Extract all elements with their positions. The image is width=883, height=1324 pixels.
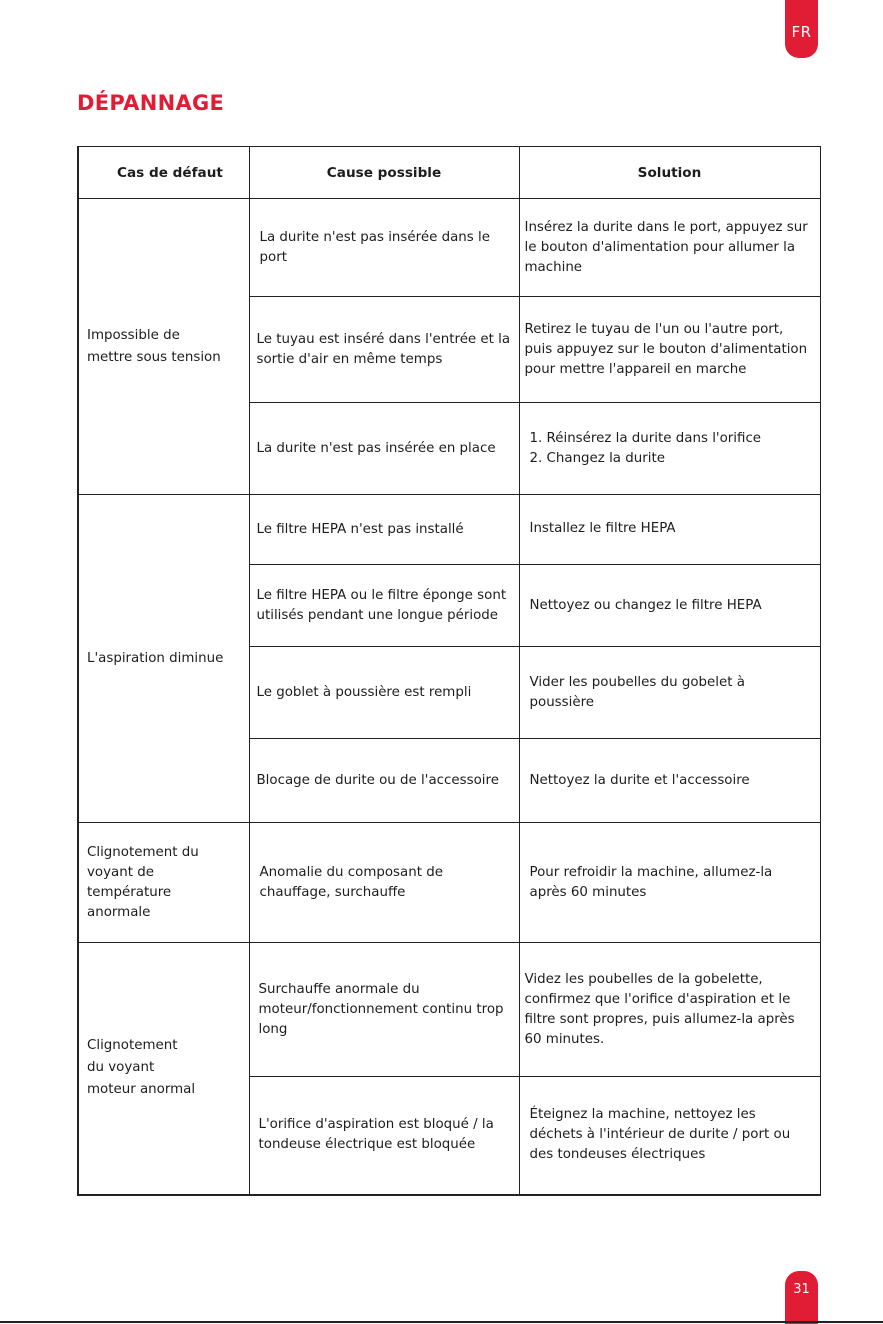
- cause-cell: Surchauffe anormale du moteur/fonctionnement continu trop long: [249, 943, 519, 1077]
- solution-cell: Éteignez la machine, nettoyez les déchets à l'intérieur de durite / port ou des tondeuses électriques: [519, 1077, 820, 1195]
- fault-cell: Clignotement du voyant de température anormale: [78, 823, 249, 943]
- fault-cell: L'aspiration diminue: [78, 495, 249, 823]
- cause-cell: Le goblet à poussière est rempli: [249, 647, 519, 739]
- solution-cell: Insérez la durite dans le port, appuyez sur le bouton d'alimentation pour allumer la machine: [519, 199, 820, 297]
- cause-cell: La durite n'est pas insérée en place: [249, 403, 519, 495]
- cause-cell: Le tuyau est inséré dans l'entrée et la sortie d'air en même temps: [249, 297, 519, 403]
- header-cause: Cause possible: [249, 147, 519, 199]
- table-row: [78, 495, 820, 565]
- cause-cell: Blocage de durite ou de l'accessoire: [249, 739, 519, 823]
- solution-cell: Pour refroidir la machine, allumez-la après 60 minutes: [519, 823, 820, 943]
- header-fault: Cas de défaut: [78, 147, 249, 199]
- page-title: DÉPANNAGE: [77, 91, 225, 115]
- solution-cell: 1. Réinsérez la durite dans l'orifice 2. Changez la durite: [519, 403, 820, 495]
- troubleshooting-table: [77, 146, 821, 1196]
- language-tab: FR: [785, 0, 818, 58]
- cause-cell: Le filtre HEPA ou le filtre éponge sont utilisés pendant une longue période: [249, 565, 519, 647]
- table-row: [78, 943, 820, 1077]
- cause-cell: Le filtre HEPA n'est pas installé: [249, 495, 519, 565]
- fault-cell: Impossible de mettre sous tension: [78, 199, 249, 495]
- solution-cell: Nettoyez la durite et l'accessoire: [519, 739, 820, 823]
- table-header-row: [78, 147, 820, 199]
- cause-cell: La durite n'est pas insérée dans le port: [249, 199, 519, 297]
- table-row: [78, 199, 820, 297]
- fault-cell: Clignotement du voyant moteur anormal: [78, 943, 249, 1195]
- cause-cell: Anomalie du composant de chauffage, surchauffe: [249, 823, 519, 943]
- solution-cell: Installez le filtre HEPA: [519, 495, 820, 565]
- solution-cell: Retirez le tuyau de l'un ou l'autre port, puis appuyez sur le bouton d'alimentation pour mettre l'appareil en marche: [519, 297, 820, 403]
- solution-cell: Videz les poubelles de la gobelette, confirmez que l'orifice d'aspiration et le filtre sont propres, puis allumez-la après 60 minutes.: [519, 943, 820, 1077]
- cause-cell: L'orifice d'aspiration est bloqué / la tondeuse électrique est bloquée: [249, 1077, 519, 1195]
- page-number: 31: [785, 1271, 818, 1324]
- bottom-rule: [0, 1321, 883, 1323]
- header-solution: Solution: [519, 147, 820, 199]
- table-row: [78, 823, 820, 943]
- solution-cell: Nettoyez ou changez le filtre HEPA: [519, 565, 820, 647]
- solution-cell: Vider les poubelles du gobelet à poussière: [519, 647, 820, 739]
